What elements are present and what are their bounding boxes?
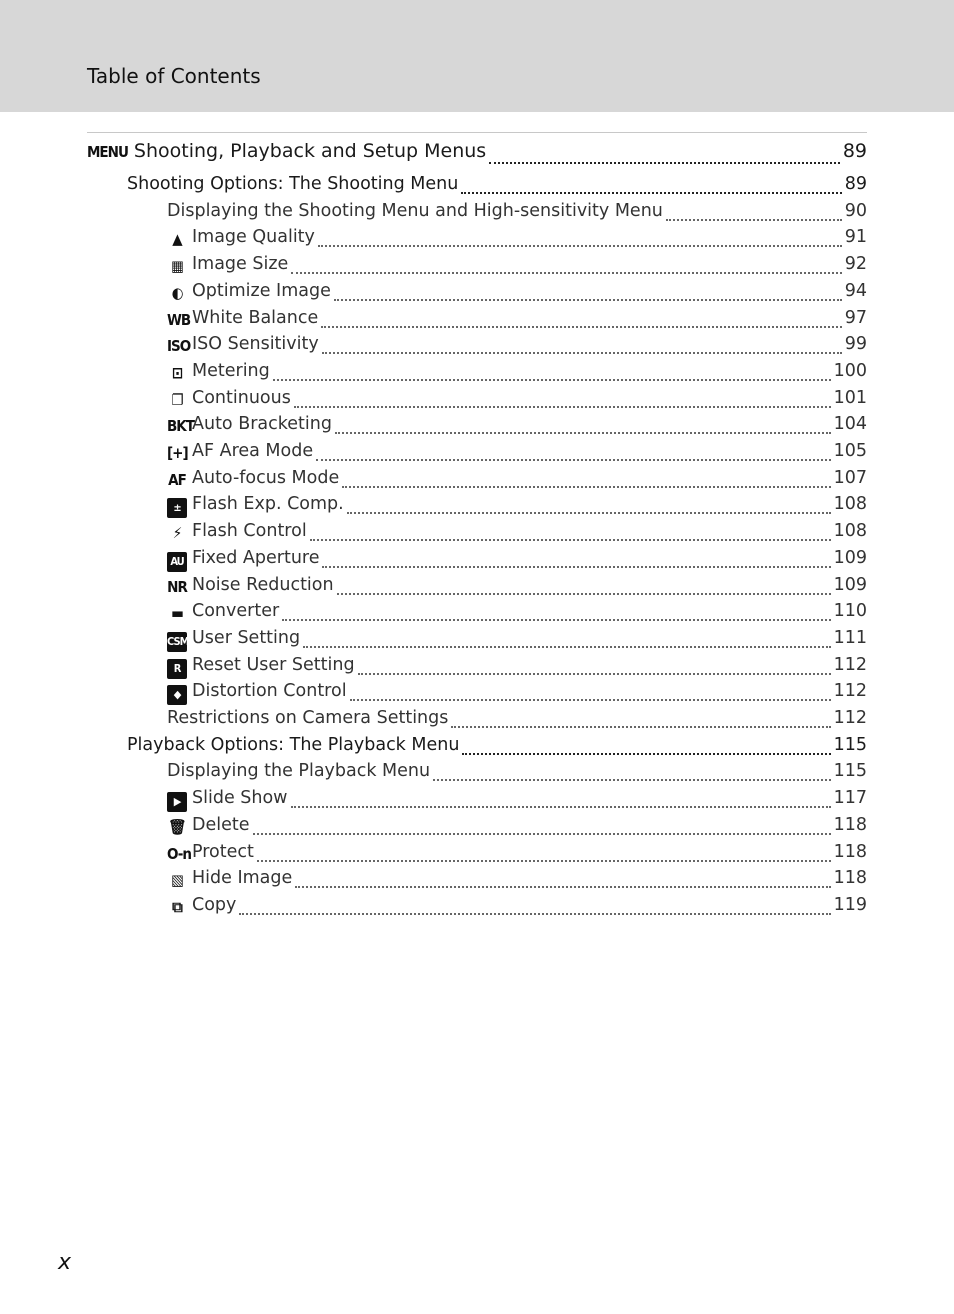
iso-sensitivity-icon: ISO: [167, 337, 191, 356]
toc-entry-label: Shooting, Playback and Setup Menus: [133, 140, 487, 162]
toc-entry-label: Flash Control: [192, 521, 307, 542]
toc-entry-label: Protect: [192, 841, 254, 862]
toc-entry-page-number: 107: [833, 467, 867, 488]
toc-entry[interactable]: [167, 414, 867, 440]
toc-entry-page-number: 112: [833, 654, 867, 675]
toc-entry-page-number: 112: [833, 681, 867, 702]
toc-entry[interactable]: [167, 681, 867, 707]
toc-entry-page-number: 108: [833, 521, 867, 542]
toc-entry-page-number: 99: [844, 334, 867, 355]
toc-entry[interactable]: [167, 388, 867, 414]
dot-leader: [310, 539, 831, 541]
continuous-icon: ❐: [171, 390, 183, 409]
dot-leader: [335, 432, 831, 434]
toc-entry-page-number: 108: [833, 494, 867, 515]
dot-leader: [334, 299, 842, 301]
toc-entry-page-number: 94: [844, 280, 867, 301]
page-header-title: Table of Contents: [87, 64, 261, 88]
toc-entry[interactable]: [167, 441, 867, 467]
dot-leader: [451, 726, 830, 728]
hide-image-icon: ▧: [171, 871, 183, 890]
toc-entry[interactable]: [167, 281, 867, 307]
toc-entry-label: Shooting Options: The Shooting Menu: [127, 174, 459, 194]
toc-entry-label: Playback Options: The Playback Menu: [127, 734, 460, 755]
toc-entry[interactable]: [167, 761, 867, 787]
toc-entry-label: Continuous: [192, 387, 291, 408]
optimize-image-icon: ◐: [171, 283, 183, 302]
dot-leader: [303, 646, 830, 648]
toc-entry-page-number: 89: [842, 140, 867, 162]
toc-entry[interactable]: [167, 868, 867, 894]
toc-entry-page-number: 109: [833, 547, 867, 568]
flash-exp-comp-icon: ±: [167, 498, 187, 518]
toc-entry-page-number: 104: [833, 414, 867, 435]
toc-entry-label: Displaying the Shooting Menu and High-sensitivity Menu: [167, 200, 663, 221]
dot-leader: [322, 566, 830, 568]
delete-icon: 🗑: [167, 817, 187, 836]
dot-leader: [291, 806, 831, 808]
toc-entry-page-number: 89: [844, 174, 867, 194]
toc-entry-label: Slide Show: [192, 788, 288, 809]
toc-entry[interactable]: [167, 895, 867, 921]
toc-entry-label: AF Area Mode: [192, 441, 314, 461]
toc-entry-page-number: 112: [833, 708, 867, 728]
toc-entry-label: Metering: [192, 360, 270, 381]
header-divider: [87, 132, 867, 133]
toc-entry[interactable]: [167, 708, 867, 734]
toc-entry-page-number: 118: [833, 814, 867, 835]
copy-icon: ⧉: [172, 897, 182, 916]
dot-leader: [257, 860, 831, 862]
toc-entry-label: Restrictions on Camera Settings: [167, 708, 449, 728]
toc-entry-page-number: 117: [833, 788, 867, 809]
toc-entry[interactable]: [127, 174, 867, 200]
header-band: [0, 0, 954, 112]
dot-leader: [253, 833, 831, 835]
toc-entry-page-number: 100: [833, 360, 867, 381]
dot-leader: [461, 192, 841, 194]
dot-leader: [347, 512, 831, 514]
toc-entry-label: Displaying the Playback Menu: [167, 761, 431, 782]
toc-entry-label: Converter: [192, 601, 280, 622]
dot-leader: [291, 272, 841, 274]
toc-entry[interactable]: [167, 468, 867, 494]
fixed-aperture-icon: AU: [167, 552, 187, 572]
dot-leader: [316, 459, 830, 461]
toc-entry[interactable]: [167, 334, 867, 360]
dot-leader: [358, 673, 831, 675]
dot-leader: [294, 406, 831, 408]
converter-icon: ▬: [171, 604, 183, 623]
toc-entry-page-number: 109: [833, 574, 867, 595]
dot-leader: [337, 593, 831, 595]
toc-entry-page-number: 90: [844, 200, 867, 221]
page-folio: x: [58, 1250, 72, 1275]
auto-bracketing-icon: BKT: [167, 417, 194, 436]
toc-entry-label: Reset User Setting: [192, 654, 355, 675]
toc-entry-page-number: 101: [833, 387, 867, 408]
metering-icon: ⊡: [171, 363, 183, 382]
dot-leader: [321, 326, 841, 328]
toc-entry[interactable]: [127, 735, 867, 761]
auto-focus-mode-icon: AF: [168, 470, 186, 489]
toc-entry-label: Noise Reduction: [192, 574, 334, 595]
image-size-icon: ▦: [171, 257, 183, 276]
toc-entry-page-number: 91: [844, 227, 867, 248]
toc-entry[interactable]: [167, 521, 867, 547]
toc-entry-page-number: 110: [833, 601, 867, 622]
protect-icon: O-n: [167, 844, 191, 863]
toc-entry-label: User Setting: [192, 627, 301, 648]
dot-leader: [318, 245, 842, 247]
dot-leader: [489, 162, 840, 164]
toc-entry[interactable]: [167, 601, 867, 627]
toc-entry[interactable]: [87, 140, 867, 170]
toc-entry[interactable]: [167, 361, 867, 387]
toc-entry[interactable]: [167, 254, 867, 280]
toc-entry-page-number: 97: [844, 307, 867, 328]
toc-entry-label: Optimize Image: [192, 280, 331, 301]
reset-user-setting-icon: R: [167, 659, 187, 679]
white-balance-icon: WB: [167, 310, 191, 329]
toc-entry-page-number: 92: [844, 254, 867, 275]
dot-leader: [282, 619, 830, 621]
menu-icon: MENU: [87, 143, 128, 161]
dot-leader: [239, 913, 830, 915]
toc-entry[interactable]: [167, 227, 867, 253]
toc-entry-label: Delete: [192, 814, 250, 835]
user-setting-icon: CSM: [167, 632, 187, 652]
dot-leader: [433, 779, 830, 781]
dot-leader: [342, 486, 830, 488]
toc-entry-page-number: 118: [833, 868, 867, 889]
toc-entry-page-number: 115: [833, 761, 867, 782]
toc-entry[interactable]: [167, 842, 867, 868]
toc-entry[interactable]: [167, 575, 867, 601]
slide-show-icon: ▶: [167, 792, 187, 812]
toc-entry-page-number: 105: [833, 441, 867, 461]
toc-entry[interactable]: [167, 655, 867, 681]
toc-entry-label: Auto-focus Mode: [192, 467, 340, 488]
af-area-mode-icon: [+]: [167, 444, 188, 462]
toc-entry-label: Hide Image: [192, 868, 293, 889]
distortion-control-icon: ◆: [167, 685, 187, 705]
dot-leader: [322, 352, 842, 354]
noise-reduction-icon: NR: [167, 577, 187, 596]
toc-entry[interactable]: [167, 548, 867, 574]
toc-entry-page-number: 119: [833, 894, 867, 915]
toc-entry-label: ISO Sensitivity: [192, 334, 319, 355]
flash-control-icon: ⚡: [172, 524, 182, 543]
toc-entry-page-number: 118: [833, 841, 867, 862]
toc-entry-label: Distortion Control: [192, 681, 347, 702]
dot-leader: [273, 379, 831, 381]
toc-entry[interactable]: [167, 201, 867, 227]
toc-entry-label: Flash Exp. Comp.: [192, 494, 344, 515]
toc-entry-label: Copy: [192, 894, 237, 915]
toc-entry[interactable]: [167, 815, 867, 841]
toc-entry-label: White Balance: [192, 307, 319, 328]
dot-leader: [462, 753, 830, 755]
toc-entry-page-number: 115: [833, 734, 867, 755]
toc-entry-label: Auto Bracketing: [192, 414, 332, 435]
toc-entry-page-number: 111: [833, 627, 867, 648]
toc-entry[interactable]: [167, 788, 867, 814]
toc-entry[interactable]: [167, 308, 867, 334]
dot-leader: [295, 886, 830, 888]
toc-entry-label: Image Quality: [192, 227, 315, 248]
image-quality-icon: ▲: [172, 230, 182, 249]
dot-leader: [350, 699, 831, 701]
toc-entry[interactable]: [167, 628, 867, 654]
toc-entry-label: Fixed Aperture: [192, 547, 320, 568]
dot-leader: [666, 219, 842, 221]
toc-entry[interactable]: [167, 494, 867, 520]
toc-entry-label: Image Size: [192, 254, 289, 275]
